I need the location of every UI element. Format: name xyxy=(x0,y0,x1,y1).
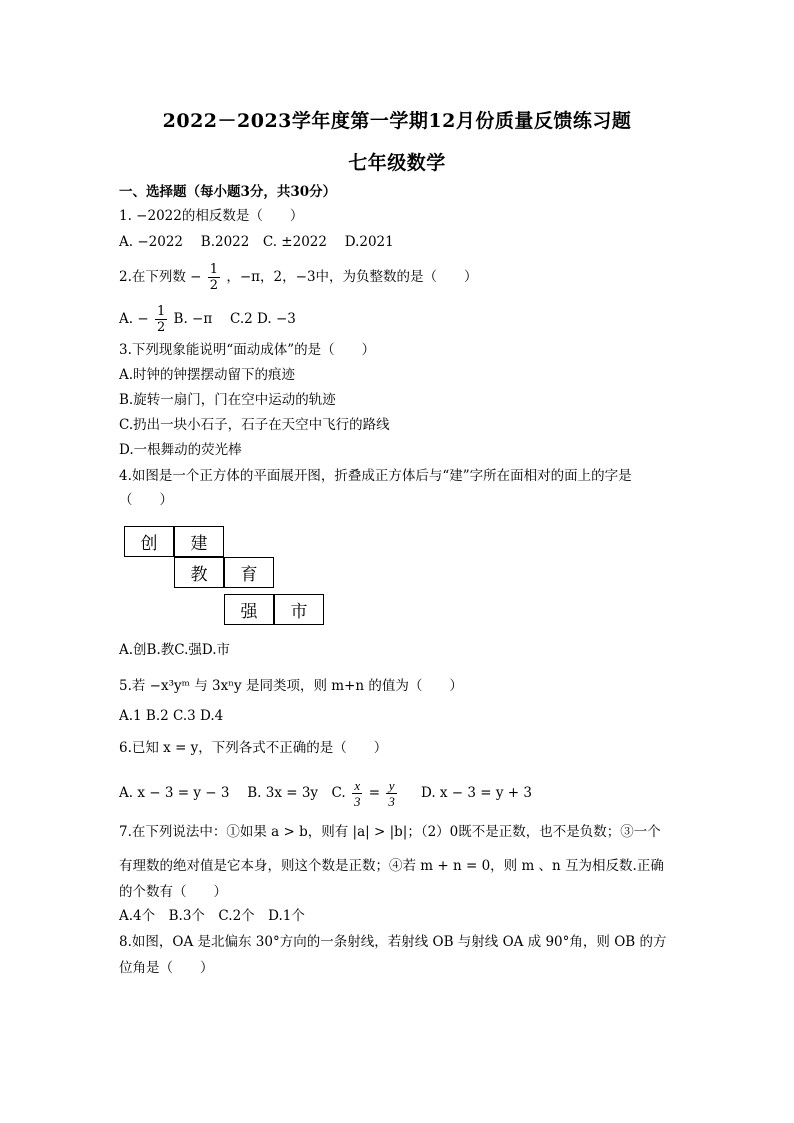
question-3-option-b: B.旋转一扇门，门在空中运动的轨迹 xyxy=(119,392,336,408)
question-6-stem: 6.已知 x = y，下列各式不正确的是（ ） xyxy=(119,740,388,756)
question-3-option-c: C.扔出一块小石子，石子在天空中飞行的路线 xyxy=(119,417,390,433)
question-8-line2: 位角是（ ） xyxy=(119,960,214,976)
question-3-option-a: A.时钟的钟摆摆动留下的痕迹 xyxy=(119,367,296,383)
question-1-options: A. −2022 B.2022 C. ±2022 D.2021 xyxy=(119,234,394,250)
q2-stem-prefix: 2.在下列数 − xyxy=(119,269,202,285)
net-cell-shi: 市 xyxy=(274,594,324,625)
question-4-paren: （ ） xyxy=(119,492,173,508)
question-3-stem: 3.下列现象能说明“面动成体”的是（ ） xyxy=(119,342,376,358)
fraction-x-over-3: $\frac{x}{3}$ xyxy=(353,778,361,809)
question-3-option-d: D.一根舞动的荧光棒 xyxy=(119,442,242,458)
fraction-half-option: $\frac{1}{2}$ xyxy=(156,304,166,335)
question-7-line2: 有理数的绝对值是它本身，则这个数是正数；④若 m + n = 0，则 m 、n 互为相反数.正确 xyxy=(119,858,664,874)
question-2-options: A. − $\frac{1}{2}$ B. −π C.2 D. −3 xyxy=(119,304,296,335)
question-1-stem: 1. −2022的相反数是（ ） xyxy=(119,208,304,224)
question-5-stem: 5.若 −x³yᵐ 与 3xⁿy 是同类项，则 m+n 的值为（ ） xyxy=(119,678,463,694)
question-8-line1: 8.如图，OA 是北偏东 30°方向的一条射线，若射线 OB 与射线 OA 成 90°角，则 OB 的方 xyxy=(119,934,667,950)
page-subtitle: 七年级数学 xyxy=(348,152,446,174)
net-cell-jian: 建 xyxy=(174,526,224,557)
question-5-options: A.1 B.2 C.3 D.4 xyxy=(119,708,224,724)
question-6-options: A. x − 3 = y − 3 B. 3x = 3y C. $\frac{x}{3}$ = $\frac{y}{3}$ D. x − 3 = y + 3 xyxy=(119,778,533,809)
question-7-line1: 7.在下列说法中：①如果 a > b，则有 |a| > |b|；（2）0既不是正数，也不是负数；③一个 xyxy=(119,824,661,840)
page-title: 2022－2023学年度第一学期12月份质量反馈练习题 xyxy=(162,110,632,132)
question-2-stem xyxy=(119,262,478,293)
net-cell-yu: 育 xyxy=(224,557,274,588)
question-4-options: A.创B.教C.强D.市 xyxy=(119,642,231,658)
question-4-stem: 4.如图是一个正方体的平面展开图，折叠成正方体后与“建”字所在面相对的面上的字是 xyxy=(119,468,632,484)
net-cell-qiang: 强 xyxy=(224,594,274,625)
question-7-options: A.4个 B.3个 C.2个 D.1个 xyxy=(119,908,305,924)
question-7-line3: 的个数有（ ） xyxy=(119,884,227,900)
fraction-y-over-3: $\frac{y}{3}$ xyxy=(388,778,395,809)
fraction-half: $\frac{1}{2}$ xyxy=(209,262,219,293)
net-cell-jiao: 教 xyxy=(174,557,224,588)
q2-stem-suffix: ，−π，2，−3中，为负整数的是（ ） xyxy=(226,269,478,285)
section-heading: 一、选择题（每小题3分，共30分） xyxy=(119,184,337,200)
net-cell-chuang: 创 xyxy=(124,526,174,557)
